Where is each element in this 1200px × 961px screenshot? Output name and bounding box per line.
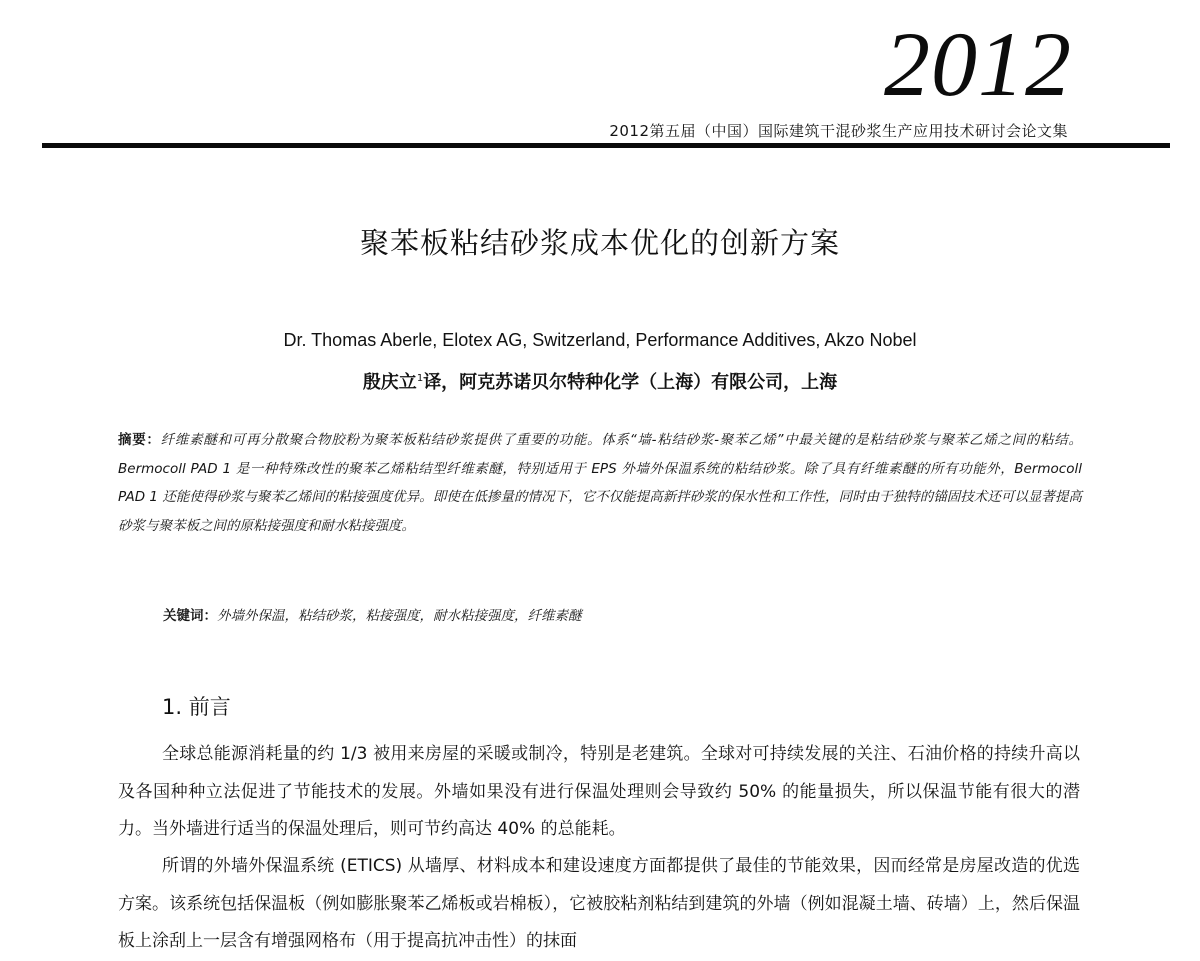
keywords-text: 外墙外保温，粘结砂浆，粘接强度，耐水粘接强度，纤维素醚 — [217, 608, 582, 624]
keywords — [163, 606, 1083, 626]
proceedings-series-title: 2012第五届（中国）国际建筑干混砂浆生产应用技术研讨会论文集 — [609, 122, 1068, 140]
header-rule — [42, 143, 1170, 148]
translator-line — [0, 368, 1200, 394]
translator-name: 殷庆立 — [362, 372, 417, 393]
year-mark: 2012 — [884, 13, 1072, 115]
translator-affiliation-mark: 1 — [416, 373, 424, 384]
paper-title: 聚苯板粘结砂浆成本优化的创新方案 — [359, 226, 840, 260]
abstract-text: 纤维素醚和可再分散聚合物胶粉为聚苯板粘结砂浆提供了重要的功能。体系“墙-粘结砂浆-聚苯乙烯”中最关键的是粘结砂浆与聚苯乙烯之间的粘结。Bermocoll PAD 1 是一种特殊改性的聚苯乙烯粘结型纤维素醚，特别适用于 EPS 外墙外保温系统的粘结砂浆。除了具有纤维素醚的所有功能外，Bermocoll PAD 1 还能使得砂浆与聚苯乙烯间的粘接强度优异。即使在低掺量的情况下，它不仅能提高新拌砂浆的保水性和工作性，同时由于独特的锚固技术还可以显著提高砂浆与聚苯板之间的原粘接强度和耐水粘接强度。 — [118, 432, 1083, 534]
abstract — [118, 426, 1082, 540]
body-paragraph: 全球总能源消耗量的约 1/3 被用来房屋的采暖或制冷，特别是老建筑。全球对可持续发展的关注、石油价格的持续升高以及各国种种立法促进了节能技术的发展。外墙如果没有进行保温处理则会导致约 50% 的能量损失，所以保温节能有很大的潜力。当外墙进行适当的保温处理后，则可节约高达 40% 的总能耗。 — [118, 744, 1080, 839]
section-heading-introduction: 1. 前言 — [162, 695, 231, 719]
abstract-label: 摘要： — [118, 432, 161, 448]
body-paragraph: 所谓的外墙外保温系统 (ETICS) 从墙厚、材料成本和建设速度方面都提供了最佳的节能效果，因而经常是房屋改造的优选方案。该系统包括保温板（例如膨胀聚苯乙烯板或岩棉板），它被胶粘剂粘结到建筑的外墙（例如混凝土墙、砖墙）上，然后保温板上涂刮上一层含有增强网格布（用于提高抗冲击性）的抹面 — [118, 856, 1080, 951]
keywords-label: 关键词： — [163, 608, 217, 624]
author-line: Dr. Thomas Aberle, Elotex AG, Switzerland, Performance Additives, Akzo Nobel — [283, 330, 917, 350]
translator-affiliation: 译，阿克苏诺贝尔特种化学（上海）有限公司，上海 — [423, 372, 838, 393]
